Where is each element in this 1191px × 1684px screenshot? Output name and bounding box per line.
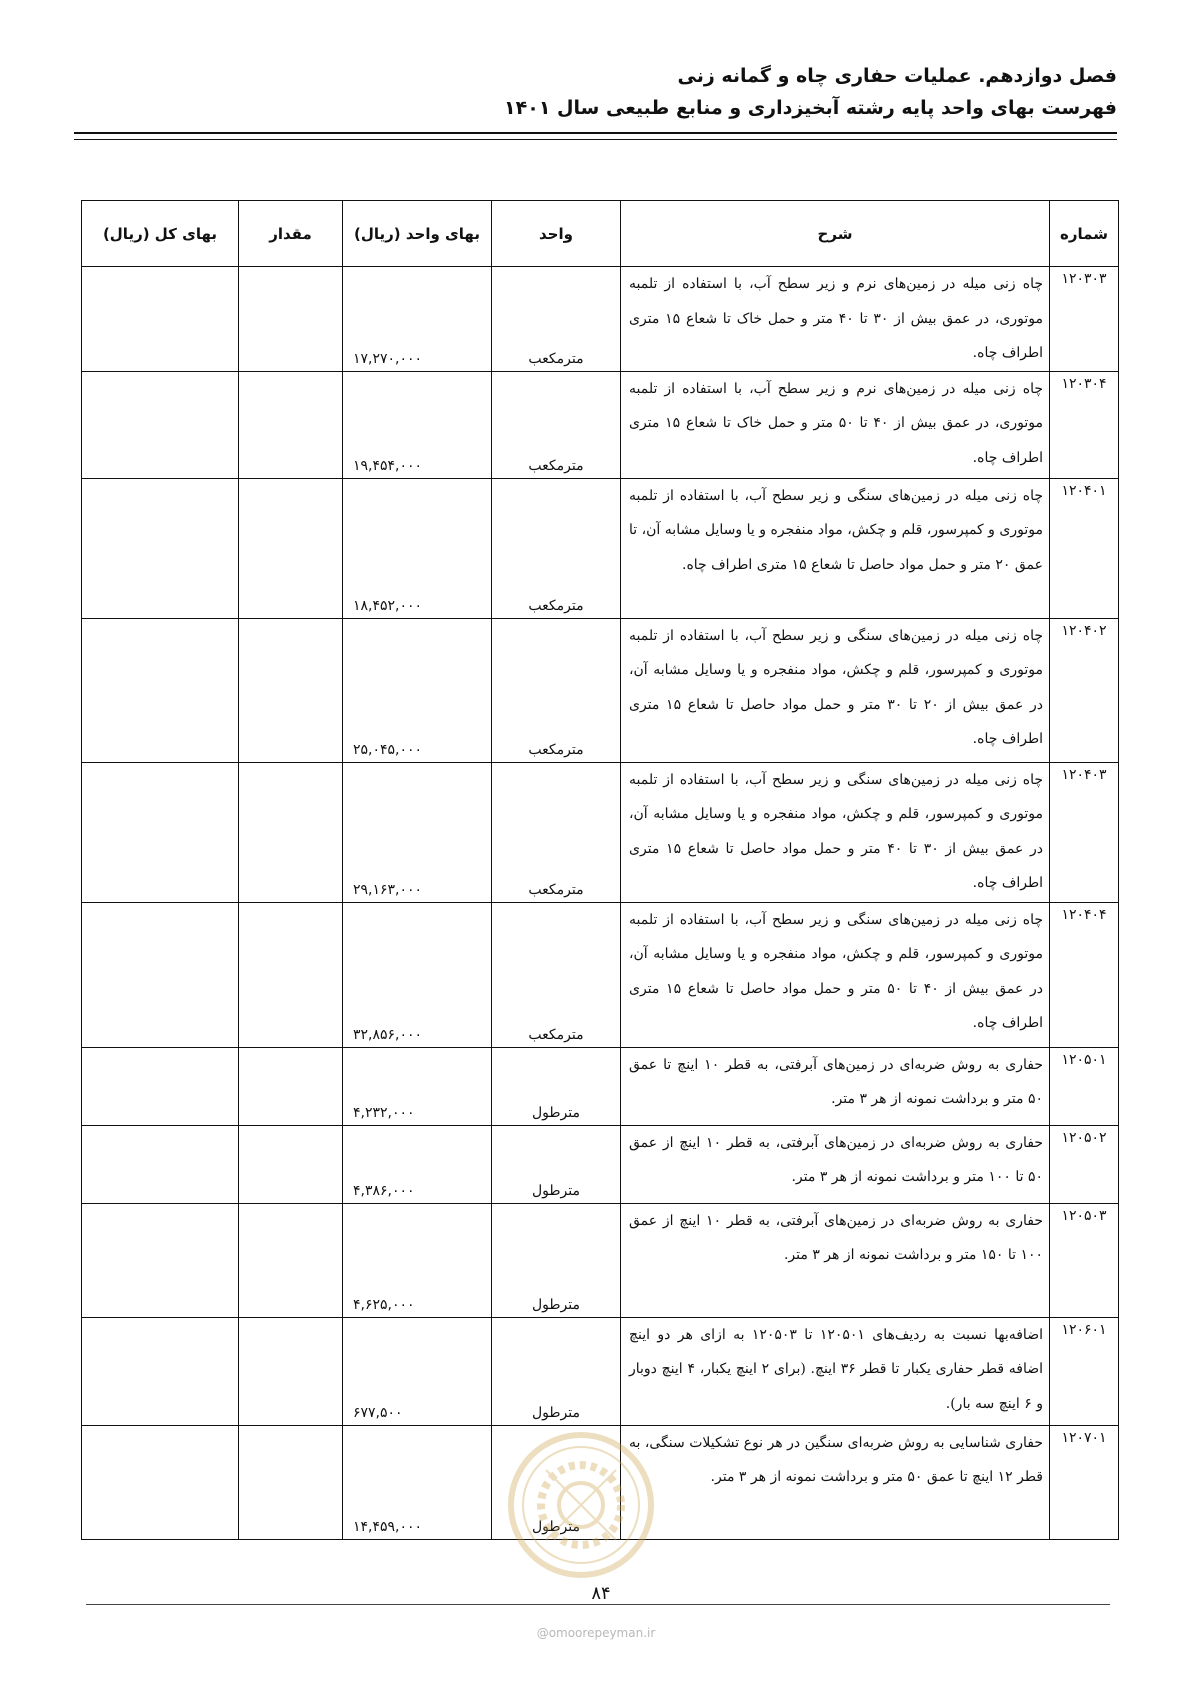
item-description: حفاری به روش ضربه‌ای در زمین‌های آبرفتی، به قطر ۱۰ اینچ از عمق ۱۰۰ تا ۱۵۰ متر و برداشت نمونه از هر ۳ متر. [621,1203,1050,1317]
item-unit-price: ۴,۶۲۵,۰۰۰ [343,1203,492,1317]
table-row [82,762,1119,902]
item-unit: مترطول [492,1317,621,1425]
item-total-price [82,1425,239,1539]
item-unit: مترمکعب [492,762,621,902]
table-row [82,1047,1119,1125]
item-code: ۱۲۰۴۰۲ [1050,618,1119,762]
item-quantity [239,1317,343,1425]
item-code: ۱۲۰۴۰۱ [1050,478,1119,618]
item-total-price [82,902,239,1047]
table-row [82,1317,1119,1425]
item-description: حفاری شناسایی به روش ضربه‌ای سنگین در هر نوع تشکیلات سنگی، به قطر ۱۲ اینچ تا عمق ۵۰ متر و برداشت نمونه از هر ۳ متر. [621,1425,1050,1539]
item-code: ۱۲۰۵۰۳ [1050,1203,1119,1317]
table-header-row [82,201,1119,267]
table-row [82,371,1119,478]
item-unit: مترمکعب [492,371,621,478]
table-row [82,267,1119,372]
item-unit-price: ۱۸,۴۵۲,۰۰۰ [343,478,492,618]
item-description: چاه زنی میله در زمین‌های سنگی و زیر سطح آب، با استفاده از تلمبه موتوری و کمپرسور، قلم و چکش، مواد منفجره و یا وسایل مشابه آن، تا عمق ۲۰ متر و حمل مواد حاصل تا شعاع ۱۵ متری اطراف چاه. [621,478,1050,618]
header-unit: واحد [492,201,621,267]
item-total-price [82,1203,239,1317]
item-quantity [239,1047,343,1125]
table-row [82,618,1119,762]
item-unit: مترطول [492,1203,621,1317]
table-row [82,478,1119,618]
item-code: ۱۲۰۳۰۳ [1050,267,1119,372]
header-unit-price: بهای واحد (ریال) [343,201,492,267]
item-unit-price: ۱۴,۴۵۹,۰۰۰ [343,1425,492,1539]
item-description: اضافه‌بها نسبت به ردیف‌های ۱۲۰۵۰۱ تا ۱۲۰۵۰۳ به ازای هر دو اینچ اضافه قطر حفاری یکبار تا قطر ۳۶ اینچ. (برای ۲ اینچ یکبار، ۴ اینچ دوبار و ۶ اینچ سه بار). [621,1317,1050,1425]
item-total-price [82,762,239,902]
item-quantity [239,478,343,618]
item-code: ۱۲۰۴۰۳ [1050,762,1119,902]
price-list-table [81,200,1119,1540]
header-quantity: مقدار [239,201,343,267]
item-quantity [239,1125,343,1203]
item-quantity [239,618,343,762]
header-divider [74,132,1117,140]
item-quantity [239,1425,343,1539]
item-unit-price: ۲۵,۰۴۵,۰۰۰ [343,618,492,762]
item-unit-price: ۴,۳۸۶,۰۰۰ [343,1125,492,1203]
item-unit: مترمکعب [492,618,621,762]
item-unit-price: ۶۷۷,۵۰۰ [343,1317,492,1425]
item-code: ۱۲۰۳۰۴ [1050,371,1119,478]
item-unit: مترمکعب [492,902,621,1047]
item-quantity [239,1203,343,1317]
item-unit-price: ۱۷,۲۷۰,۰۰۰ [343,267,492,372]
item-total-price [82,267,239,372]
item-unit: مترطول [492,1125,621,1203]
table-row [82,1125,1119,1203]
item-unit-price: ۳۲,۸۵۶,۰۰۰ [343,902,492,1047]
footer-divider [86,1604,1110,1605]
item-unit: مترطول [492,1425,621,1539]
item-total-price [82,1125,239,1203]
item-unit-price: ۴,۲۳۲,۰۰۰ [343,1047,492,1125]
page-number: ۸۴ [540,1583,662,1604]
item-description: چاه زنی میله در زمین‌های نرم و زیر سطح آب، با استفاده از تلمبه موتوری، در عمق بیش از ۳۰ تا ۴۰ متر و حمل خاک تا شعاع ۱۵ متری اطراف چاه. [621,267,1050,372]
item-description: حفاری به روش ضربه‌ای در زمین‌های آبرفتی، به قطر ۱۰ اینچ از عمق ۵۰ تا ۱۰۰ متر و برداشت نمونه از هر ۳ متر. [621,1125,1050,1203]
item-description: چاه زنی میله در زمین‌های سنگی و زیر سطح آب، با استفاده از تلمبه موتوری و کمپرسور، قلم و چکش، مواد منفجره و یا وسایل مشابه آن، در عمق بیش از ۳۰ تا ۴۰ متر و حمل مواد حاصل تا شعاع ۱۵ متری اطراف چاه. [621,762,1050,902]
item-quantity [239,371,343,478]
header-description: شرح [621,201,1050,267]
item-quantity [239,762,343,902]
item-description: چاه زنی میله در زمین‌های سنگی و زیر سطح آب، با استفاده از تلمبه موتوری و کمپرسور، قلم و چکش، مواد منفجره و یا وسایل مشابه آن، در عمق بیش از ۲۰ تا ۳۰ متر و حمل مواد حاصل تا شعاع ۱۵ متری اطراف چاه. [621,618,1050,762]
table-row [82,1203,1119,1317]
item-code: ۱۲۰۵۰۲ [1050,1125,1119,1203]
item-unit-price: ۱۹,۴۵۴,۰۰۰ [343,371,492,478]
item-code: ۱۲۰۴۰۴ [1050,902,1119,1047]
header-total-price: بهای کل (ریال) [82,201,239,267]
item-unit-price: ۲۹,۱۶۳,۰۰۰ [343,762,492,902]
item-total-price [82,371,239,478]
item-unit: مترمکعب [492,478,621,618]
chapter-title: فصل دوازدهم. عملیات حفاری چاه و گمانه زنی [677,65,1117,87]
table-row [82,1425,1119,1539]
item-code: ۱۲۰۶۰۱ [1050,1317,1119,1425]
item-total-price [82,1047,239,1125]
item-total-price [82,1317,239,1425]
item-code: ۱۲۰۵۰۱ [1050,1047,1119,1125]
item-quantity [239,902,343,1047]
header-code: شماره [1050,201,1119,267]
item-total-price [82,618,239,762]
document-title: فهرست بهای واحد پایه رشته آبخیزداری و منابع طبیعی سال ۱۴۰۱ [504,97,1117,119]
item-quantity [239,267,343,372]
page-header [74,60,1117,124]
item-unit: مترطول [492,1047,621,1125]
item-code: ۱۲۰۷۰۱ [1050,1425,1119,1539]
item-description: حفاری به روش ضربه‌ای در زمین‌های آبرفتی، به قطر ۱۰ اینچ تا عمق ۵۰ متر و برداشت نمونه از هر ۳ متر. [621,1047,1050,1125]
item-unit: مترمکعب [492,267,621,372]
item-total-price [82,478,239,618]
site-watermark: @omoorepeyman.ir [536,1626,656,1640]
item-description: چاه زنی میله در زمین‌های سنگی و زیر سطح آب، با استفاده از تلمبه موتوری و کمپرسور، قلم و چکش، مواد منفجره و یا وسایل مشابه آن، در عمق بیش از ۴۰ تا ۵۰ متر و حمل مواد حاصل تا شعاع ۱۵ متری اطراف چاه. [621,902,1050,1047]
item-description: چاه زنی میله در زمین‌های نرم و زیر سطح آب، با استفاده از تلمبه موتوری، در عمق بیش از ۴۰ تا ۵۰ متر و حمل خاک تا شعاع ۱۵ متری اطراف چاه. [621,371,1050,478]
table-row [82,902,1119,1047]
